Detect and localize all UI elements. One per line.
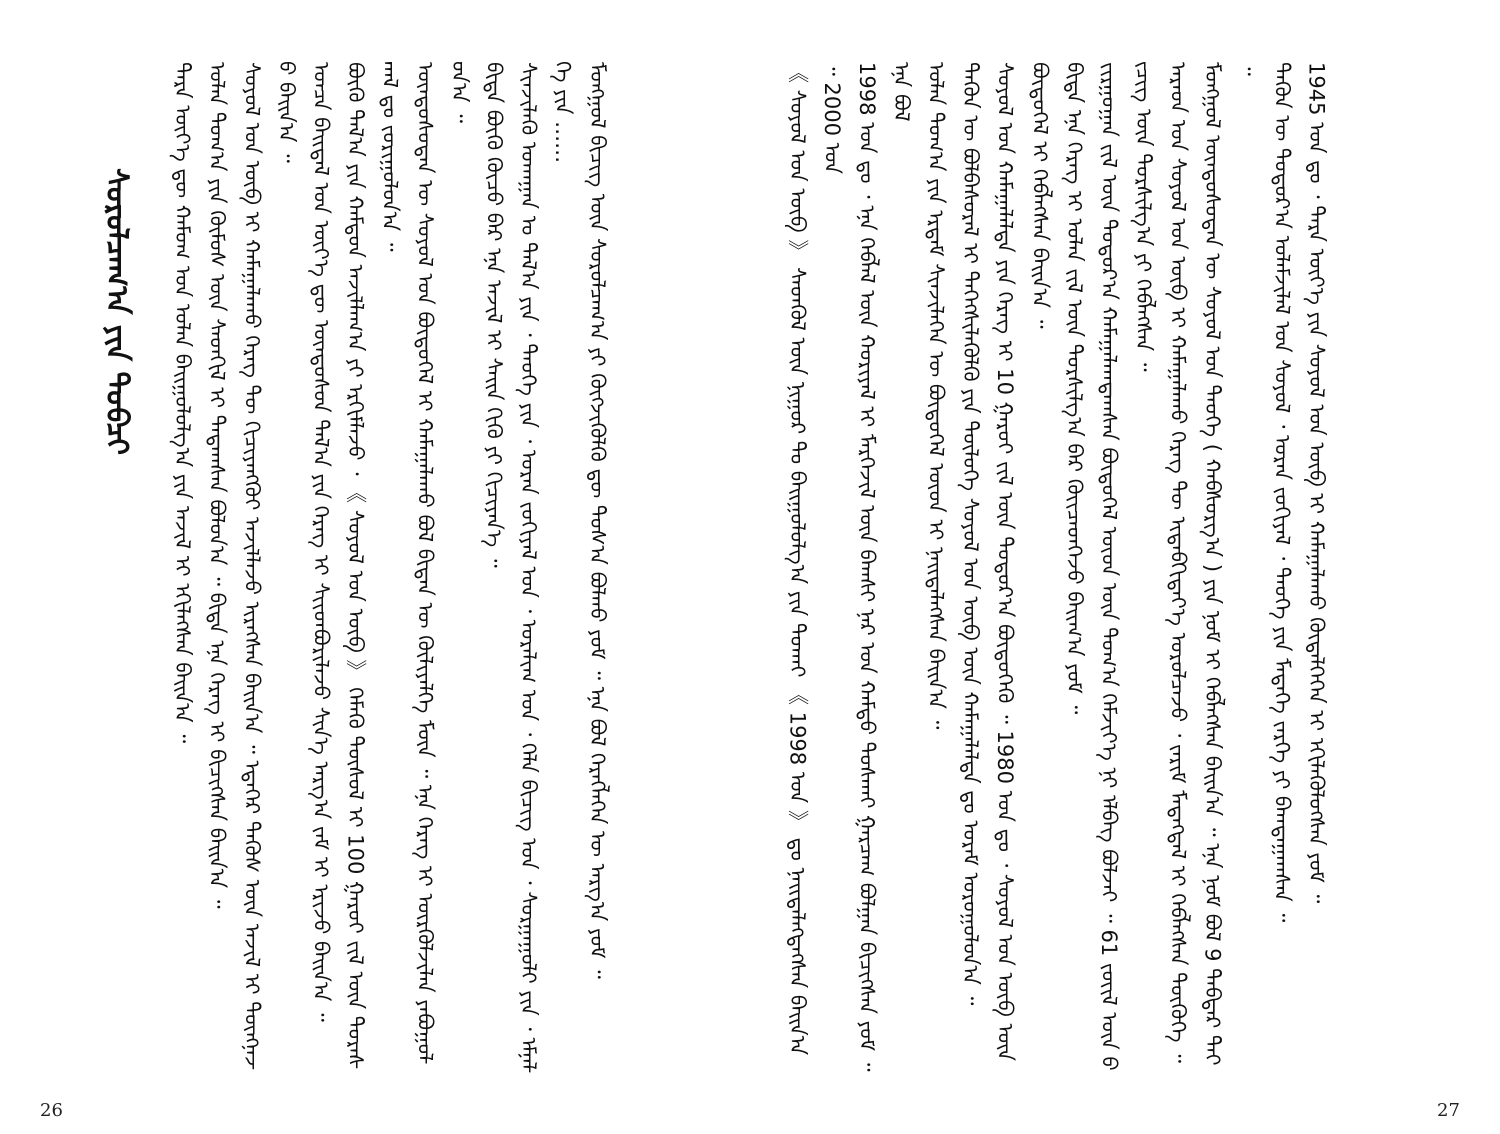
text-column: ᠠᠷᠠᠳ ᠤᠨ ᠰᠣᠶᠣᠯ ᠤᠨ ᠦᠪ ᠢ ᠬᠠᠮᠠᠭᠠᠯᠠᠬᠤ ᠬᠡᠷᠡᠭ ᠲᠦ ᠢᠳᠡᠪᠬᠢᠲᠡᠶ᠎ᠡ ᠣᠷᠣᠯᠴᠠᠵᠤ ᠂ ᠵᠠᠷᠢᠮ ᠮᠡᠳᠡᠭᠳᠡᠯ ᠢ ᠬᠡᠪᠯᠡᠭᠰᠡᠨ ᠲᠦᠭᠦᠬᠡ ᠃ (1166, 62, 1191, 1063)
text-column: 1998 ᠣᠨ ᠳᠤ ᠂ ᠡᠨᠡ ᠬᠡᠪᠯᠡᠯ ᠦᠨ ᠬᠣᠷᠢᠶᠠᠯ ᠢ ᠮᠡᠷᠭᠡᠵᠢᠯ ᠦᠨ ᠪᠠᠭᠰᠢ ᠨᠠᠷ ᠤᠨ ᠬᠠᠮᠲᠤ ᠲᠤᠰᠬᠠᠢ ᠭᠠᠷᠴᠠᠭ ᠪᠣᠯᠭᠠᠨ ᠪᠢᠴᠢᠭᠰᠡᠨ ᠶᠤᠮ ᠃ ᠡᠨᠡ ᠪᠣᠯ (854, 62, 914, 1072)
text-column: ᠵᠢᠷᠭᠤᠭᠠᠨ ᠵᠢᠯ ᠦᠨ ᠳᠤᠲᠤᠷ᠎ᠠ ᠬᠠᠮᠠᠭᠠᠯᠠᠭᠳᠠᠭᠰᠠᠨ ᠪᠦᠲᠦᠭᠡᠯ ᠦᠳ ᠦᠨ ᠲᠣᠭ᠎ᠠ ᠬᠡᠮᠵᠢᠶ᠎ᠡ ᠨᠢ ᠡᠯᠪᠡᠭ ᠪᠣᠯᠵᠠᠢ ᠃ 61 ᠵᠦᠢᠯ ᠦᠨ ᠪᠢᠴᠢᠭ ᠦᠨ ᠲᠤᠷᠰᠢᠯᠭ᠎ᠠ ᠶᠢ ᠬᠡᠪᠯᠡᠭᠰᠡᠨ ᠃ (1096, 62, 1156, 1069)
left-page-text (165, 62, 610, 1074)
text-column: ᠰᠣᠶᠣᠯ ᠤᠨ ᠦᠪ ᠢ ᠬᠠᠮᠠᠭᠠᠯᠠᠬᠤ ᠬᠡᠷᠡᠭ ᠲᠦ ᠬᠢᠴᠢᠶᠡᠩᠭᠦᠢ ᠠᠵᠢᠯᠯᠠᠵᠤ ᠢᠷᠡᠭᠰᠡᠨ ᠪᠠᠢᠨ᠎ᠠ ᠃ ᠡᠳᠡᠭᠡᠷ ᠲᠡᠭᠦᠰ ᠦᠨ ᠠᠵᠢᠯ ᠢ ᠳᠦᠩᠨᠡᠵᠦ ᠪᠠᠢᠨ᠎ᠠ ᠃ (239, 62, 299, 1069)
text-column: ᠣᠯᠠᠨ ᠲᠣᠭ᠎ᠠ ᠶᠢᠨ ᠬᠦᠮᠦᠰ ᠦᠨ ᠰᠡᠳᠬᠢᠯ ᠢ ᠲᠠᠲᠠᠭᠰᠠᠨ ᠪᠣᠯᠣᠨ᠎ᠠ ᠃ ᠪᠢᠳᠡ ᠡᠨᠡ ᠬᠡᠷᠡᠭ ᠢ ᠪᠢᠴᠢᠭᠰᠡᠨ ᠪᠠᠢᠨ᠎ᠠ ᠃ (205, 62, 230, 909)
text-column: ᠣᠯᠠᠨ ᠲᠣᠭ᠎ᠠ ᠶᠢᠨ ᠡᠷᠳᠡᠮ ᠰᠢᠨᠵᠢᠯᠡᠭᠡᠨ ᠦ ᠪᠦᠲᠦᠭᠡᠯ ᠦᠳ ᠢ ᠨᠡᠢᠲᠡᠯᠡᠭᠰᠡᠨ ᠪᠠᠢᠨ᠎ᠠ ᠃ (923, 62, 948, 730)
text-column: ᠲᠡᠭᠦᠨ ᠦ ᠪᠣᠯᠪᠠᠰᠤᠷᠠᠯ ᠢ ᠳᠡᠭᠡᠭᠰᠢᠯᠡᠭᠦᠯᠬᠦ ᠶᠢᠨ ᠲᠥᠯᠥᠭᠡ ᠰᠣᠶᠣᠯ ᠤᠨ ᠦᠪ ᠦᠨ ᠬᠠᠮᠠᠭᠠᠯᠠᠯᠲᠠ ᠳᠤ ᠤᠷᠠᠮ ᠣᠷᠤᠭᠤᠯᠤᠨ᠎ᠠ ᠃ (958, 62, 983, 1006)
text-column: ᠪᠦᠬᠦ ᠲᠠᠯ᠎ᠠ ᠶᠢᠨ ᠬᠠᠮᠳᠤᠨ ᠠᠵᠢᠯᠯᠠᠭ᠎ᠠ ᠶᠢ ᠡᠷᠬᠢᠮᠯᠡᠵᠦ ᠂ 《 ᠰᠣᠶᠣᠯ ᠤᠨ ᠦᠪ 》 ᠬᠡᠮᠡᠬᠦ ᠲᠥᠰᠥᠯ ᠢ 100 ᠭᠠᠷᠤᠢ ᠵᠢᠯ ᠦᠨ ᠳᠤᠷᠠᠰᠬᠠᠯ ᠳᠤ ᠵᠣᠷᠢᠭᠤᠯᠤᠨ᠎ᠠ ᠃ (343, 62, 403, 1068)
text-column: ᠲᠡᠭᠦᠨ ᠦ ᠳᠣᠲᠣᠷ᠎ᠠ ᠤᠯᠠᠮᠵᠢᠯᠠᠯ ᠤᠨ ᠰᠣᠶᠣᠯ ᠂ ᠤᠷᠠᠨ ᠵᠣᠬᠢᠶᠠᠯ ᠂ ᠲᠡᠦᠬᠡ ᠶᠢᠨ ᠮᠡᠳᠡᠭᠡ ᠵᠡᠷᠭᠡ ᠶᠢ ᠪᠠᠭᠲᠠᠭᠠᠭᠰᠠᠨ ᠃ (1269, 62, 1294, 923)
text-column: ᠮᠣᠩᠭᠣᠯ ᠪᠢᠴᠢᠭ ᠦᠨ ᠰᠤᠷᠤᠯᠴᠠᠭ᠎ᠠ ᠶᠢ ᠬᠥᠭᠵᠢᠭᠦᠯᠬᠦ ᠳᠦ ᠲᠤᠰ᠎ᠠ ᠪᠣᠯᠬᠤ ᠶᠤᠮ ᠃ ᠡᠨᠡ ᠪᠣᠯ ᠬᠡᠷᠡᠭᠯᠡᠭᠡᠨ ᠦ ᠠᠷᠭ᠎ᠠ ᠶᠤᠮ ᠃ (585, 62, 610, 979)
text-column: ᠦᠨᠳᠦᠰᠦᠲᠡᠨ ᠦ ᠰᠣᠶᠣᠯ ᠤᠨ ᠪᠦᠲᠦᠭᠡᠯ ᠢ ᠬᠠᠮᠠᠭᠠᠯᠠᠬᠤ ᠪᠣᠯ ᠪᠢᠳᠡᠨ ᠦ ᠬᠦᠯᠢᠶᠡᠯᠭᠡ ᠮᠥᠨ ᠃ ᠡᠨᠡ ᠬᠡᠷᠡᠭ ᠢ ᠦᠷᠭᠦᠯᠵᠢᠯᠡᠨ ᠶᠠᠪᠤᠭᠤᠯᠤᠨ᠎ᠠ ᠃ (412, 62, 472, 1063)
text-column: ᠮᠣᠩᠭᠣᠯ ᠦᠨᠳᠦᠰᠦᠲᠡᠨ ᠦ ᠰᠣᠶᠣᠯ ᠤᠨ ᠲᠡᠦᠬᠡ ( ᠬᠠᠪᠰᠤᠷᠭ᠎ᠠ ) ᠶᠢᠨ ᠨᠣᠮ ᠢ ᠬᠡᠪᠯᠡᠭᠰᠡᠨ ᠪᠠᠢᠨ᠎ᠠ ᠃ ᠡᠨᠡ ᠨᠣᠮ ᠪᠣᠯ 9 ᠳᠡᠪᠲᠡᠷ ᠲᠡᠢ ᠃ (1200, 62, 1260, 1066)
text-column: ᠲᠡᠷᠡ ᠦᠶ᠎ᠡ ᠳᠦ ᠬᠠᠮᠤᠭ ᠤᠨ ᠤᠯᠠᠨ ᠪᠠᠢᠭᠤᠯᠤᠯᠭ᠎ᠠ ᠶᠢᠨ ᠠᠵᠢᠯ ᠢ ᠡᠬᠢᠯᠡᠭᠰᠡᠨ ᠪᠠᠢᠨ᠎ᠠ ᠃ (170, 62, 195, 744)
text-column: 1945 ᠣᠨ ᠳᠤ ᠂ ᠲᠡᠷᠡ ᠦᠶ᠎ᠡ ᠶᠢᠨ ᠰᠣᠶᠣᠯ ᠤᠨ ᠦᠪ ᠢ ᠬᠠᠮᠠᠭᠠᠯᠠᠬᠤ ᠬᠥᠳᠡᠯᠭᠡᠭᠡᠨ ᠢ ᠡᠬᠢᠯᠡᠭᠦᠯᠦᠭᠰᠡᠨ ᠶᠤᠮ ᠃ (1304, 62, 1329, 904)
page-number-left: 26 (40, 1100, 63, 1121)
text-column: 《 ᠰᠣᠶᠣᠯ ᠤᠨ ᠦᠪ 》 ᠰᠡᠳᠬᠦᠯ ᠦᠨ ᠨᠢᠭᠤᠷ ᠲᠤ ᠪᠠᠢᠭᠤᠯᠤᠯᠭ᠎ᠠ ᠶᠢᠨ ᠲᠤᠬᠠᠢ 《 1998 ᠣᠨ 》 ᠳᠤ ᠨᠡᠢᠲᠡᠯᠡᠭᠳᠡᠭᠰᠡᠨ ᠪᠠᠢᠨ᠎ᠠ ᠃ 2000 ᠣᠨ (785, 62, 845, 1056)
text-column: ᠪᠢᠳᠡ ᠡᠨᠡ ᠬᠡᠷᠡᠭ ᠢ ᠣᠯᠠᠨ ᠵᠢᠯ ᠦᠨ ᠲᠤᠷᠰᠢᠯᠭ᠎ᠠ ᠪᠠᠷ ᠭᠦᠢᠴᠡᠳᠭᠡᠵᠦ ᠪᠠᠢᠭ᠎ᠠ ᠶᠤᠮ ᠃ (1062, 62, 1087, 715)
text-column: ᠣᠨᠴᠠ ᠪᠠᠢᠳᠠᠯ ᠤᠨ ᠦᠶ᠎ᠡ ᠳᠦ ᠦᠨᠳᠦᠰᠦᠨ ᠲᠠᠯ᠎ᠠ ᠶᠢᠨ ᠬᠡᠷᠡᠭ ᠢ ᠰᠢᠢᠳᠪᠦᠷᠢᠯᠡᠵᠦ ᠰᠢᠨ᠎ᠡ ᠠᠷᠭ᠎ᠠ ᠵᠠᠮ ᠢ ᠡᠷᠢᠵᠦ ᠪᠠᠢᠨ᠎ᠠ ᠃ (308, 62, 333, 1022)
page-heading: ᠰᠤᠷᠤᠯᠴᠠᠭ᠎ᠠ ᠶᠢᠨ ᠲᠣᠪᠴᠢ (99, 168, 134, 456)
page-number-right: 27 (1437, 1100, 1460, 1121)
text-column: ᠪᠢᠳᠡ ᠪᠦᠬᠦ ᠬᠦᠴᠦ ᠪᠡᠷ ᠡᠨᠡ ᠠᠵᠢᠯ ᠢ ᠰᠠᠢᠨ ᠬᠢᠬᠦ ᠶᠢ ᠬᠢᠴᠢᠶᠡᠨ᠎ᠡ ᠃ (481, 62, 506, 568)
text-column: ᠰᠣᠶᠣᠯ ᠤᠨ ᠬᠠᠮᠠᠭᠠᠯᠠᠯᠲᠠ ᠶᠢᠨ ᠬᠡᠷᠡᠭ ᠢ 10 ᠭᠠᠷᠤᠢ ᠵᠢᠯ ᠦᠨ ᠳᠣᠲᠣᠷ᠎ᠠ ᠪᠦᠲᠦᠭᠡᠬᠦ ᠃ 1980 ᠣᠨ ᠳᠤ ᠂ ᠰᠣᠶᠣᠯ ᠤᠨ ᠦᠪ ᠦᠨ ᠪᠦᠲᠦᠭᠡᠯ ᠢ ᠬᠡᠪᠯᠡᠭᠰᠡᠨ ᠪᠠᠢᠨ᠎ᠠ ᠃ (993, 62, 1052, 1061)
right-page-text (780, 62, 1420, 1074)
text-column: ᠰᠢᠨᠵᠢᠯᠡᠬᠦ ᠤᠬᠠᠭᠠᠨ ᠤ ᠲᠠᠯ᠎ᠠ ᠶᠢᠨ ᠂ ᠲᠡᠦᠬᠡ ᠶᠢᠨ ᠂ ᠤᠷᠠᠨ ᠵᠣᠬᠢᠶᠠᠯ ᠤᠨ ᠂ ᠤᠷᠠᠯᠢᠭ ᠤᠨ ᠂ ᠬᠡᠯᠡ ᠪᠢᠴᠢᠭ ᠤᠨ ᠂ ᠰᠤᠷᠭᠠᠭᠤᠯᠢ ᠶᠢᠨ ᠂ ᠡᠮᠨᠡᠯᠭᠡ ᠶᠢᠨ …… (516, 62, 576, 1072)
